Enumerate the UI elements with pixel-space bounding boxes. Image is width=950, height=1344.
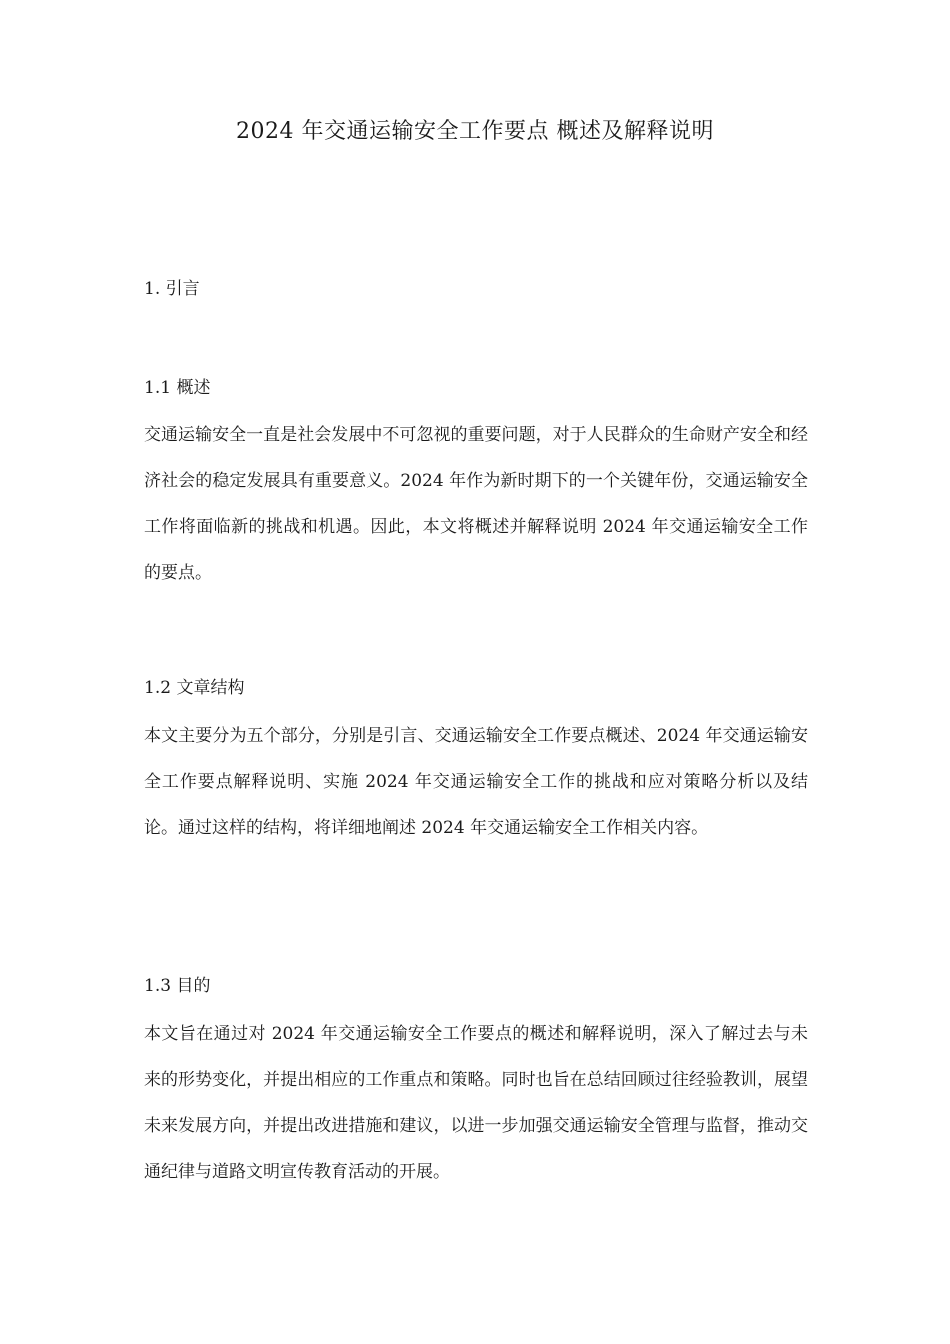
structure-paragraph: 本文主要分为五个部分，分别是引言、交通运输安全工作要点概述、2024 年交通运输安全工作要点解释说明、实施 2024 年交通运输安全工作的挑战和应对策略分析以及结论。通过这样的结构，将详细地阐述 2024 年交通运输安全工作相关内容。: [144, 726, 808, 838]
section-heading-purpose: 1.3 目的: [144, 976, 211, 996]
purpose-paragraph: 本文旨在通过对 2024 年交通运输安全工作要点的概述和解释说明，深入了解过去与未来的形势变化，并提出相应的工作重点和策略。同时也旨在总结回顾过往经验教训，展望未来发展方向，并提出改进措施和建议，以进一步加强交通运输安全管理与监督，推动交通纪律与道路文明宣传教育活动的开展。: [144, 1024, 808, 1182]
overview-paragraph: 交通运输安全一直是社会发展中不可忽视的重要问题，对于人民群众的生命财产安全和经济社会的稳定发展具有重要意义。2024 年作为新时期下的一个关键年份，交通运输安全工作将面临新的挑战和机遇。因此，本文将概述并解释说明 2024 年交通运输安全工作的要点。: [144, 425, 808, 583]
section-heading-introduction: 1. 引言: [144, 279, 200, 299]
section-heading-overview: 1.1 概述: [144, 378, 211, 398]
section-heading-structure: 1.2 文章结构: [144, 678, 245, 698]
document-title: 2024 年交通运输安全工作要点 概述及解释说明: [236, 119, 714, 144]
